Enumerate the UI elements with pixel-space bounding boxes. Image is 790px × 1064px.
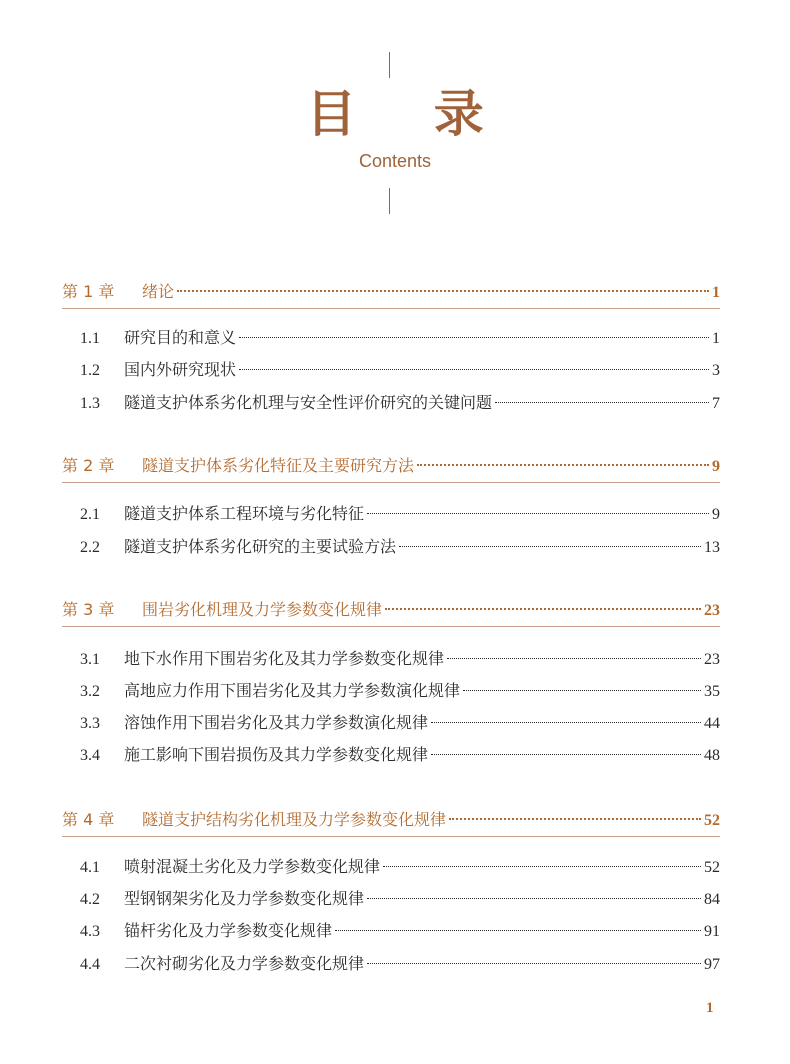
dot-leader bbox=[367, 963, 701, 964]
toc-section-1-2[interactable] bbox=[80, 358, 720, 382]
section-page: 1 bbox=[712, 330, 720, 347]
section-title: 隧道支护体系劣化研究的主要试验方法 bbox=[124, 537, 397, 556]
toc-chapter-2[interactable] bbox=[62, 454, 720, 478]
toc-chapter-1[interactable] bbox=[62, 280, 720, 304]
toc-section-3-4[interactable] bbox=[80, 743, 720, 767]
section-page: 52 bbox=[704, 859, 720, 876]
section-number: 3.2 bbox=[80, 683, 100, 700]
toc-section-3-3[interactable] bbox=[80, 711, 720, 735]
dot-leader bbox=[367, 513, 709, 514]
section-page: 9 bbox=[712, 506, 720, 523]
section-number: 1.3 bbox=[80, 395, 100, 412]
chapter-title: 隧道支护结构劣化机理及力学参数变化规律 bbox=[142, 810, 447, 829]
toc-chapter-4[interactable] bbox=[62, 808, 720, 832]
dot-leader bbox=[335, 930, 701, 931]
section-title: 高地应力作用下围岩劣化及其力学参数演化规律 bbox=[124, 681, 461, 700]
section-page: 35 bbox=[704, 683, 720, 700]
toc-section-4-4[interactable] bbox=[80, 952, 720, 976]
section-page: 91 bbox=[704, 923, 720, 940]
dot-leader bbox=[383, 866, 701, 867]
dot-leader bbox=[239, 337, 709, 338]
page-title: 目 录 bbox=[306, 85, 514, 143]
section-page: 7 bbox=[712, 395, 720, 412]
dot-leader bbox=[431, 722, 701, 723]
toc-section-2-1[interactable] bbox=[80, 502, 720, 526]
section-number: 1.1 bbox=[80, 330, 100, 347]
section-page: 44 bbox=[704, 715, 720, 732]
toc-section-4-2[interactable] bbox=[80, 887, 720, 911]
section-page: 23 bbox=[704, 651, 720, 668]
section-title: 喷射混凝土劣化及力学参数变化规律 bbox=[124, 857, 381, 876]
section-number: 3.1 bbox=[80, 651, 100, 668]
section-title: 型钢钢架劣化及力学参数变化规律 bbox=[124, 889, 365, 908]
dot-leader bbox=[495, 402, 709, 403]
dot-leader bbox=[463, 690, 701, 691]
chapter-page: 1 bbox=[712, 284, 720, 301]
toc-section-1-1[interactable] bbox=[80, 326, 720, 350]
section-number: 1.2 bbox=[80, 362, 100, 379]
dot-leader bbox=[177, 290, 709, 292]
section-number: 3.3 bbox=[80, 715, 100, 732]
section-title: 隧道支护体系工程环境与劣化特征 bbox=[124, 504, 365, 523]
chapter-page: 9 bbox=[712, 458, 720, 475]
dot-leader bbox=[449, 818, 701, 820]
section-page: 13 bbox=[704, 539, 720, 556]
chapter-rule bbox=[62, 836, 720, 837]
bottom-decorative-line bbox=[389, 188, 390, 214]
top-decorative-line bbox=[389, 52, 390, 78]
section-number: 4.3 bbox=[80, 923, 100, 940]
chapter-title: 围岩劣化机理及力学参数变化规律 bbox=[142, 600, 383, 619]
toc-section-3-1[interactable] bbox=[80, 647, 720, 671]
section-number: 4.1 bbox=[80, 859, 100, 876]
toc-section-4-3[interactable] bbox=[80, 919, 720, 943]
section-title: 地下水作用下围岩劣化及其力学参数变化规律 bbox=[124, 649, 445, 668]
section-page: 97 bbox=[704, 956, 720, 973]
chapter-rule bbox=[62, 482, 720, 483]
chapter-number: 第 2 章 bbox=[62, 456, 115, 475]
section-title: 溶蚀作用下围岩劣化及其力学参数演化规律 bbox=[124, 713, 429, 732]
section-number: 4.2 bbox=[80, 891, 100, 908]
chapter-page: 23 bbox=[704, 602, 720, 619]
section-page: 3 bbox=[712, 362, 720, 379]
section-title: 锚杆劣化及力学参数变化规律 bbox=[124, 921, 333, 940]
chapter-number: 第 1 章 bbox=[62, 282, 115, 301]
page-number: 1 bbox=[706, 1000, 714, 1016]
section-number: 2.1 bbox=[80, 506, 100, 523]
section-page: 84 bbox=[704, 891, 720, 908]
toc-section-2-2[interactable] bbox=[80, 535, 720, 559]
section-title: 施工影响下围岩损伤及其力学参数变化规律 bbox=[124, 745, 429, 764]
chapter-title: 绪论 bbox=[142, 282, 175, 301]
dot-leader bbox=[367, 898, 701, 899]
toc-section-4-1[interactable] bbox=[80, 855, 720, 879]
dot-leader bbox=[385, 608, 701, 610]
chapter-number: 第 3 章 bbox=[62, 600, 115, 619]
page-subtitle: Contents bbox=[358, 151, 432, 171]
toc-section-1-3[interactable] bbox=[80, 391, 720, 415]
chapter-rule bbox=[62, 308, 720, 309]
dot-leader bbox=[399, 546, 701, 547]
section-number: 4.4 bbox=[80, 956, 100, 973]
section-title: 国内外研究现状 bbox=[124, 360, 237, 379]
section-title: 研究目的和意义 bbox=[124, 328, 237, 347]
dot-leader bbox=[431, 754, 701, 755]
dot-leader bbox=[239, 369, 709, 370]
toc-section-3-2[interactable] bbox=[80, 679, 720, 703]
chapter-page: 52 bbox=[704, 812, 720, 829]
section-number: 3.4 bbox=[80, 747, 100, 764]
section-page: 48 bbox=[704, 747, 720, 764]
chapter-rule bbox=[62, 626, 720, 627]
toc-chapter-3[interactable] bbox=[62, 598, 720, 622]
section-title: 二次衬砌劣化及力学参数变化规律 bbox=[124, 954, 365, 973]
chapter-number: 第 4 章 bbox=[62, 810, 115, 829]
section-title: 隧道支护体系劣化机理与安全性评价研究的关键问题 bbox=[124, 393, 493, 412]
chapter-title: 隧道支护体系劣化特征及主要研究方法 bbox=[142, 456, 415, 475]
dot-leader bbox=[417, 464, 709, 466]
dot-leader bbox=[447, 658, 701, 659]
section-number: 2.2 bbox=[80, 539, 100, 556]
